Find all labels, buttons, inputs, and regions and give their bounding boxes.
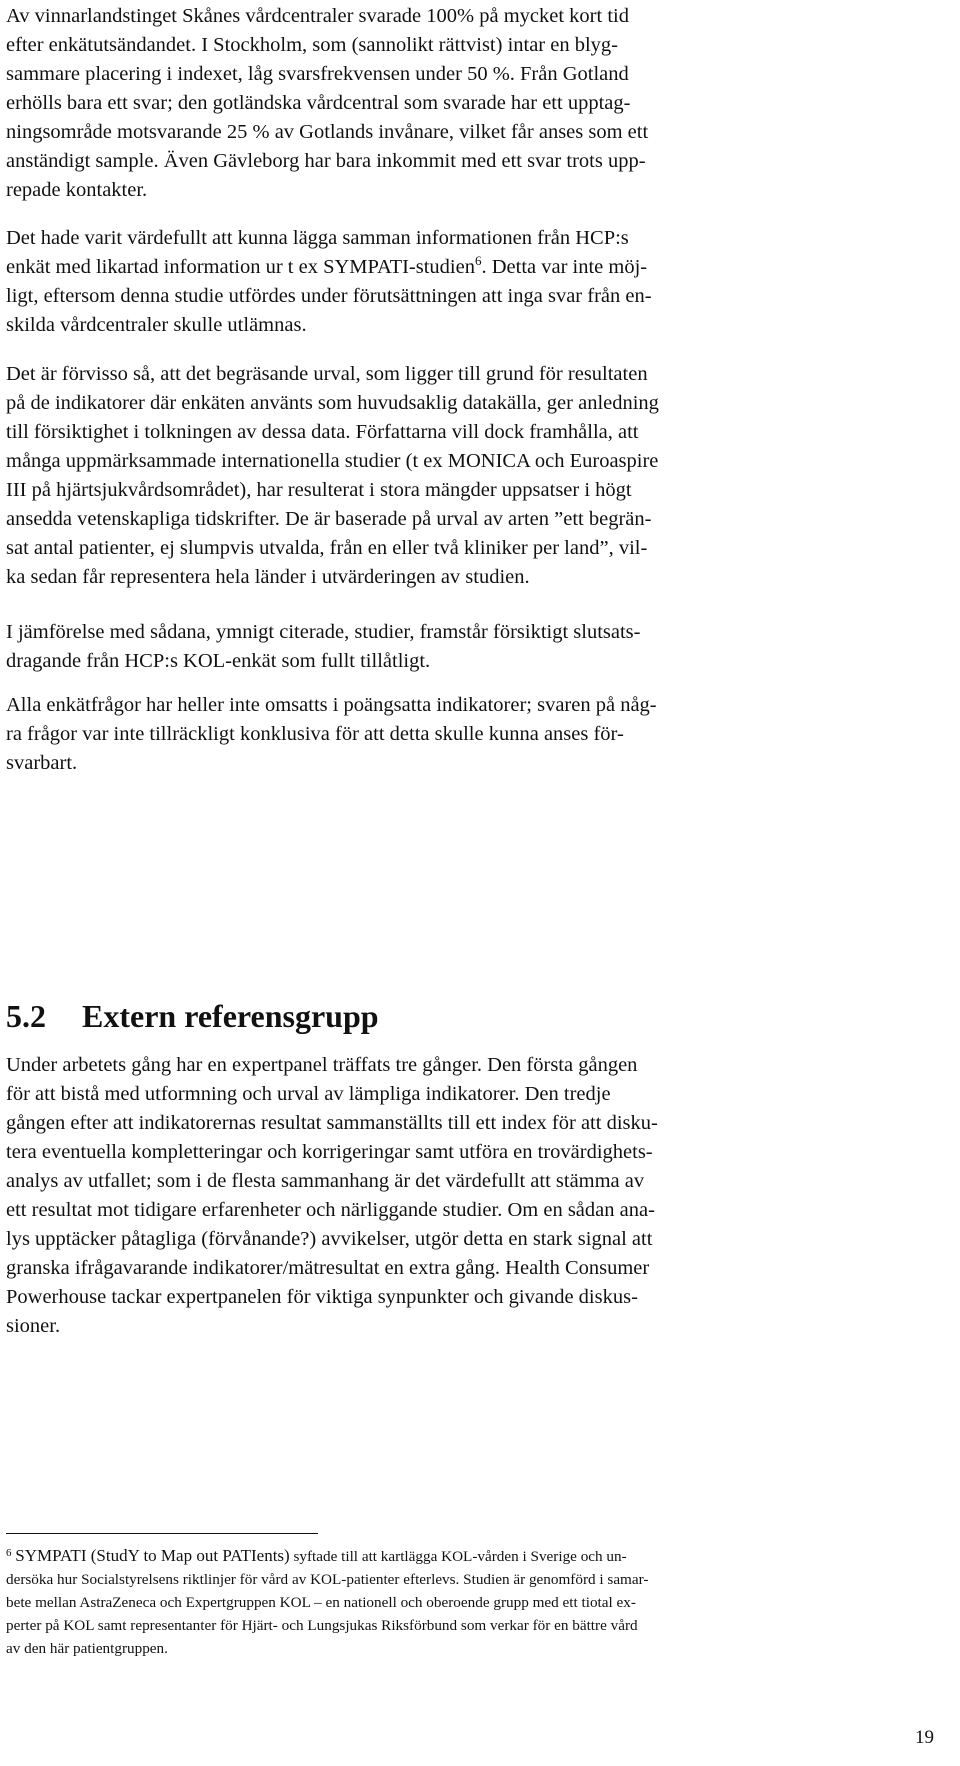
text-line: tera eventuella kompletteringar och korrigeringar samt utföra en trovärdighets-: [6, 1141, 653, 1163]
footnote-line: [6, 1542, 846, 1568]
text-line: ett resultat mot tidigare erfarenheter och närliggande studier. Om en sådan ana-: [6, 1199, 655, 1221]
text-line: på de indikatorer där enkäten använts som huvudsaklig datakälla, ger anledning: [6, 392, 659, 414]
text-line: sat antal patienter, ej slumpvis utvalda, från en eller två kliniker per land”, vil-: [6, 537, 648, 559]
footnote-line: av den här patientgruppen.: [6, 1640, 168, 1657]
footnote-line: dersöka hur Socialstyrelsens riktlinjer för vård av KOL-patienter efterlevs. Studien är genomförd i samar-: [6, 1571, 649, 1588]
section-title: Extern referensgrupp: [82, 998, 379, 1034]
footnote-reference[interactable]: 6: [474, 253, 482, 268]
text-line: erhölls bara ett svar; den gotländska vårdcentral som svarade har ett upptag-: [6, 92, 631, 114]
footnote-line: perter på KOL samt representanter för Hjärt- och Lungsjukas Riksförbund som verkar för en bättre vård: [6, 1617, 638, 1634]
text-line: Av vinnarlandstinget Skånes vårdcentraler svarade 100% på mycket kort tid: [6, 5, 629, 27]
section-heading: [6, 996, 379, 1036]
text-line: gången efter att indikatorernas resultat sammanställts till ett index för att disku-: [6, 1112, 658, 1134]
text-line: Under arbetets gång har en expertpanel träffats tre gånger. Den första gången: [6, 1054, 638, 1076]
text-line: lys upptäcker påtagliga (förvånande?) avvikelser, utgör detta en stark signal att: [6, 1228, 653, 1250]
page-number: 19: [915, 1727, 934, 1748]
text-line: ningsområde motsvarande 25 % av Gotlands invånare, vilket får anses som ett: [6, 121, 649, 143]
paragraph-selection: [6, 360, 846, 592]
text-line: skilda vårdcentraler skulle utlämnas.: [6, 314, 307, 336]
text-line: Det hade varit värdefullt att kunna lägga samman informationen från HCP:s: [6, 227, 629, 249]
text-line: ka sedan får representera hela länder i utvärderingen av studien.: [6, 566, 530, 588]
body-paragraph: [6, 224, 846, 340]
text-line: ra frågor var inte tillräckligt konklusiva för att detta skulle kunna anses för-: [6, 723, 624, 745]
footnote-text: syftade till att kartlägga KOL-vården i Sverige och un-: [289, 1548, 627, 1565]
body-paragraph: [6, 618, 846, 676]
text-line: ansedda vetenskapliga tidskrifter. De är baserade på urval av arten ”ett begrän-: [6, 508, 652, 530]
footnote-acronym: SYMPATI (StudY to Map out PATIents): [15, 1546, 290, 1565]
text-line: [6, 253, 846, 282]
footnote: [6, 1542, 846, 1660]
paragraph-comparison: [6, 618, 846, 676]
text-line: I jämförelse med sådana, ymnigt citerade, studier, framstår försiktigt slutsats-: [6, 621, 641, 643]
text-line: efter enkätutsändandet. I Stockholm, som (sannolikt rättvist) intar en blyg-: [6, 34, 619, 56]
footnote-line: bete mellan AstraZeneca och Expertgruppen KOL – en nationell och oberoende grupp med ett tiotal ex-: [6, 1594, 636, 1611]
body-paragraph: [6, 1051, 846, 1341]
footnote-divider: [6, 1533, 318, 1534]
body-paragraph: [6, 2, 846, 205]
text-line: III på hjärtsjukvårdsområdet), har resulterat i stora mängder uppsatser i högt: [6, 479, 632, 501]
text-line: svarbart.: [6, 752, 78, 774]
text-line: många uppmärksammade internationella studier (t ex MONICA och Euroaspire: [6, 450, 659, 472]
text-line: analys av utfallet; som i de flesta sammanhang är det värdefullt att stämma av: [6, 1170, 645, 1192]
text-segment: . Detta var inte möj-: [481, 256, 648, 278]
text-line: sammare placering i indexet, låg svarsfrekvensen under 50 %. Från Gotland: [6, 63, 629, 85]
text-line: granska ifrågavarande indikatorer/mätresultat en extra gång. Health Consumer: [6, 1257, 650, 1279]
paragraph-survey-questions: [6, 691, 846, 778]
paragraph-response-rates: [6, 2, 846, 205]
text-line: dragande från HCP:s KOL-enkät som fullt tillåtligt.: [6, 650, 431, 672]
paragraph-sympati: [6, 224, 846, 340]
text-line: sioner.: [6, 1315, 61, 1337]
text-line: Powerhouse tackar expertpanelen för viktiga synpunkter och givande diskus-: [6, 1286, 638, 1308]
text-line: Det är förvisso så, att det begräsande urval, som ligger till grund för resultaten: [6, 363, 648, 385]
paragraph-reference-group: [6, 1051, 846, 1341]
section-number: 5.2: [6, 998, 46, 1034]
text-line: repade kontakter.: [6, 179, 148, 201]
text-line: för att bistå med utformning och urval av lämpliga indikatorer. Den tredje: [6, 1083, 611, 1105]
body-paragraph: [6, 360, 846, 592]
body-paragraph: [6, 691, 846, 778]
footnote-mark: 6: [6, 1547, 12, 1559]
text-line: ligt, eftersom denna studie utfördes under förutsättningen att inga svar från en-: [6, 285, 652, 307]
text-line: till försiktighet i tolkningen av dessa data. Författarna vill dock framhålla, att: [6, 421, 639, 443]
text-line: anständigt sample. Även Gävleborg har bara inkommit med ett svar trots upp-: [6, 150, 646, 172]
text-segment: enkät med likartad information ur t ex SYMPATI-studien: [6, 256, 475, 278]
text-line: Alla enkätfrågor har heller inte omsatts i poängsatta indikatorer; svaren på någ-: [6, 694, 657, 716]
